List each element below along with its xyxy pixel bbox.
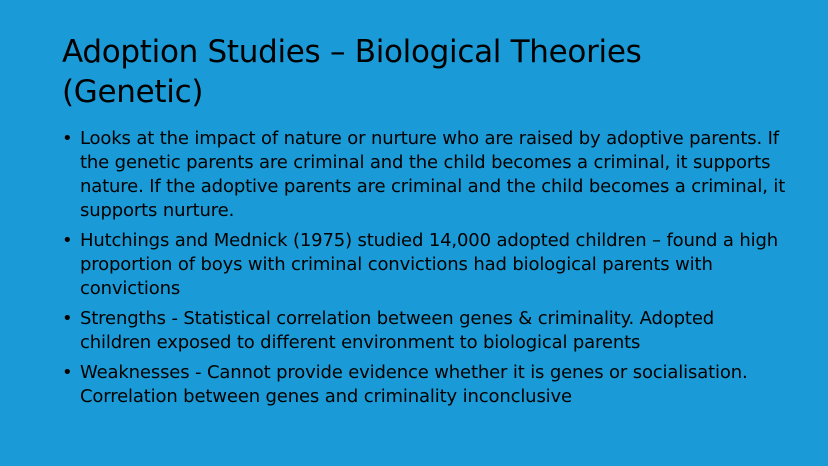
bullet-list: [62, 127, 787, 415]
bullet-dot-icon: •: [62, 308, 73, 329]
bullet-dot-icon: •: [62, 128, 73, 149]
bullet-item-weaknesses: [62, 361, 787, 409]
slide-title: Adoption Studies – Biological Theories (Genetic): [62, 34, 642, 110]
bullet-item-strengths: [62, 307, 787, 355]
bullet-dot-icon: •: [62, 230, 73, 251]
bullet-text: Looks at the impact of nature or nurture who are raised by adoptive parents. If the genetic parents are criminal and the child becomes a criminal, it supports nature. If the adoptive parents are criminal and the child becomes a criminal, it supports nurture.: [80, 128, 786, 221]
bullet-item-nature-nurture: [62, 127, 787, 223]
bullet-item-hutchings-mednick: [62, 229, 787, 301]
bullet-text: Weaknesses - Cannot provide evidence whether it is genes or socialisation. Correlation between genes and criminality inconclusive: [80, 362, 748, 407]
bullet-text: Hutchings and Mednick (1975) studied 14,000 adopted children – found a high proportion of boys with criminal convictions had biological parents with convictions: [80, 230, 778, 299]
bullet-dot-icon: •: [62, 362, 73, 383]
bullet-text: Strengths - Statistical correlation between genes & criminality. Adopted children exposed to different environment to biological parents: [80, 308, 715, 353]
